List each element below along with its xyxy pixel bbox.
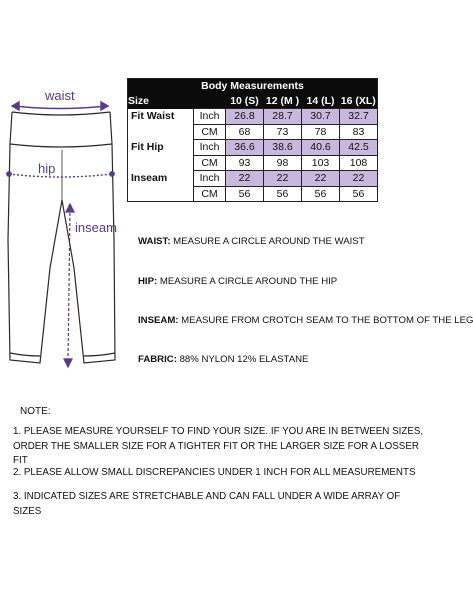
value-cell: 40.6 [302,140,340,156]
value-cell: 38.6 [264,140,302,156]
value-cell: 73 [264,124,302,140]
inseam-instruction [138,315,473,326]
row-label-inseam: Inseam [128,171,194,202]
value-cell: 93 [226,155,264,171]
value-cell: 22 [226,171,264,187]
row-label-fit-hip: Fit Hip [128,140,194,171]
inseam-label: inseam [75,220,117,235]
unit-cell: Inch [194,171,226,187]
unit-cell: Inch [194,109,226,125]
value-cell: 56 [302,186,340,202]
table-title-row [128,79,378,94]
fabric-instruction-label: FABRIC: [138,354,177,365]
value-cell: 98 [264,155,302,171]
size-header: Size [128,94,226,109]
hip-instruction [138,276,337,287]
value-cell: 36.6 [226,140,264,156]
unit-cell: CM [194,186,226,202]
waist-instruction-text: MEASURE A CIRCLE AROUND THE WAIST [170,236,365,247]
value-cell: 68 [226,124,264,140]
note-item-3: 3. INDICATED SIZES ARE STRETCHABLE AND CAN FALL UNDER A WIDE ARRAY OF SIZES [13,491,401,517]
inseam-measure [64,204,74,367]
size-12-header: 12 (M ) [264,94,302,109]
unit-cell: CM [194,124,226,140]
fabric-instruction [138,354,308,365]
table-row [128,109,378,125]
hip-label: hip [38,161,56,176]
size-16-header: 16 (XL) [340,94,376,107]
leggings-diagram [0,80,130,380]
unit-cell: Inch [194,140,226,156]
value-cell: 78 [302,124,340,140]
value-cell: 22 [264,171,302,187]
value-cell: 56 [340,186,378,202]
waist-label: waist [45,88,75,103]
fabric-instruction-text: 88% NYLON 12% ELASTANE [176,354,309,365]
value-cell: 103 [302,155,340,171]
table-row [128,171,378,187]
table-header-row [128,94,378,109]
waist-instruction-label: WAIST: [138,236,171,247]
value-cell: 108 [340,155,378,171]
hip-measure [7,172,114,177]
value-cell: 83 [340,124,378,140]
unit-cell: CM [194,155,226,171]
value-cell: 28.7 [264,109,302,125]
note-item-2: 2. PLEASE ALLOW SMALL DISCREPANCIES UNDER 1 INCH FOR ALL MEASUREMENTS [13,467,416,478]
value-cell: 56 [264,186,302,202]
value-cell: 22 [340,171,378,187]
inseam-instruction-label: INSEAM: [138,315,179,326]
value-cell: 56 [226,186,264,202]
row-label-fit-waist: Fit Waist [128,109,194,140]
size-10-header: 10 (S) [226,94,264,109]
table-row [128,140,378,156]
waist-instruction [138,236,365,247]
inseam-instruction-text: MEASURE FROM CROTCH SEAM TO THE BOTTOM OF THE LEG [178,315,473,326]
value-cell: 22 [302,171,340,187]
waist-measure [12,102,108,110]
leggings-outline [8,112,115,363]
value-cell: 32.7 [340,109,378,125]
size-14-header: 14 (L) [302,94,340,109]
note-title: NOTE: [20,406,51,417]
value-cell: 26.8 [226,109,264,125]
value-cell: 30.7 [302,109,340,125]
note-item-1: 1. PLEASE MEASURE YOURSELF TO FIND YOUR SIZE. IF YOU ARE IN BETWEEN SIZES, ORDER THE SMALLER SIZE FOR A TIGHTER FIT OR THE LARGER SIZE FOR A LOSSER FIT [13,426,424,466]
size-chart-table [127,78,378,202]
hip-instruction-label: HIP: [138,276,158,287]
table-title: Body Measurements [128,79,378,94]
hip-instruction-text: MEASURE A CIRCLE AROUND THE HIP [157,276,338,287]
value-cell: 42.5 [340,140,378,156]
